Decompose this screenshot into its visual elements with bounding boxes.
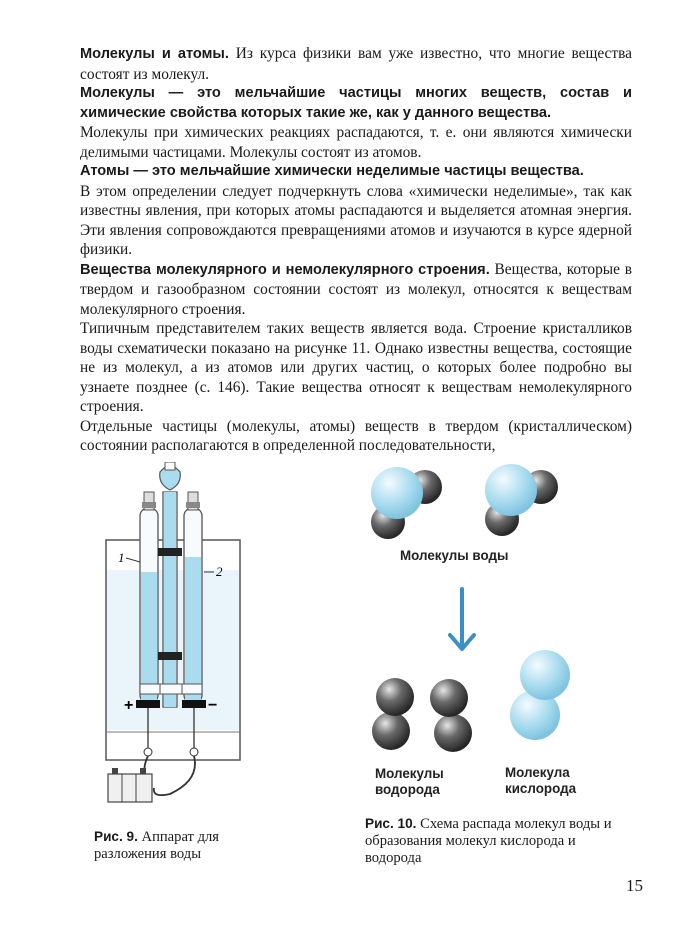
plus-sign: + [124,697,134,714]
hydrogen-molecule-1 [372,678,414,750]
figure10-caption [365,815,615,867]
label-1: 1 [118,550,125,565]
water-decomposition-figure [355,455,615,755]
heading-molecular-structure: Вещества молекулярного и немолекулярного строения. [80,261,490,278]
figure10-caption-number: Рис. 10. [365,816,417,831]
figure9-caption-number: Рис. 9. [94,829,138,844]
heading-molecules-atoms: Молекулы и атомы. [80,46,229,62]
oxygen-molecule [510,650,570,740]
figure9-caption-text: Аппарат для разложения воды [94,829,220,862]
down-arrow-icon [450,589,474,649]
main-text [80,44,632,456]
paragraph-text: Вещества, которые в твердом и газообразном состоянии состоят из молекул, относятся к веществам молекулярного строения. [80,260,632,318]
paragraph-water: Типичным представителем таких веществ является вода. Строение кристалликов воды схематически показано на рисунке 11. Однако известны вещества, состоящие не из молекул, а из атомов или других частиц, о которых более подробно вы узнаете позднее (с. 146). Такие вещества относят к веществам немолекулярного строения. [80,320,632,415]
paragraph-molecules-atoms [80,44,632,84]
definition-atoms: Атомы — это мельчайшие химически неделимые частицы вещества. [80,163,584,179]
label-2: 2 [216,564,223,579]
electrolysis-apparatus-figure [100,462,250,807]
hydrogen-molecule-2 [430,679,472,752]
figure9-caption [94,828,264,863]
water-molecule-2 [485,464,558,536]
paragraph-molecules-react: Молекулы при химических реакциях распадаются, т. е. они являются химически делимыми частицами. Молекулы состоят из атомов. [80,124,632,161]
water-molecules-label: Молекулы воды [400,548,509,563]
figure10-caption-text: Схема распада молекул воды и образования молекул кислорода и водорода [365,816,612,866]
oxygen-molecule-label: Молекула кислорода [505,765,577,796]
paragraph-chemically-indivisible: В этом определении следует подчеркнуть слова «химически неделимые», так как известны явления, при которых атомы распадаются и выделяется атомная энергия. Эти явления сопровождаются превращениями атомов и изучаются в курсе ядерной физики. [80,182,632,258]
minus-sign: − [208,697,218,714]
page-number: 15 [626,876,643,895]
definition-molecules: Молекулы — это мельчайшие частицы многих веществ, состав и химические свойства которых такие же, как у данного вещества. [80,85,632,121]
paragraph-molecular-structure [80,260,632,320]
paragraph-crystal: Отдельные частицы (молекулы, атомы) веществ в твердом (кристаллическом) состоянии располагаются в определенной последовательности, [80,417,632,454]
hydrogen-molecules-label: Молекулы водорода [375,766,444,797]
battery [108,768,152,802]
water-molecule-1 [371,467,442,539]
paragraph-text: Из курса физики вам уже известно, что многие вещества состоят из молекул. [80,45,632,83]
